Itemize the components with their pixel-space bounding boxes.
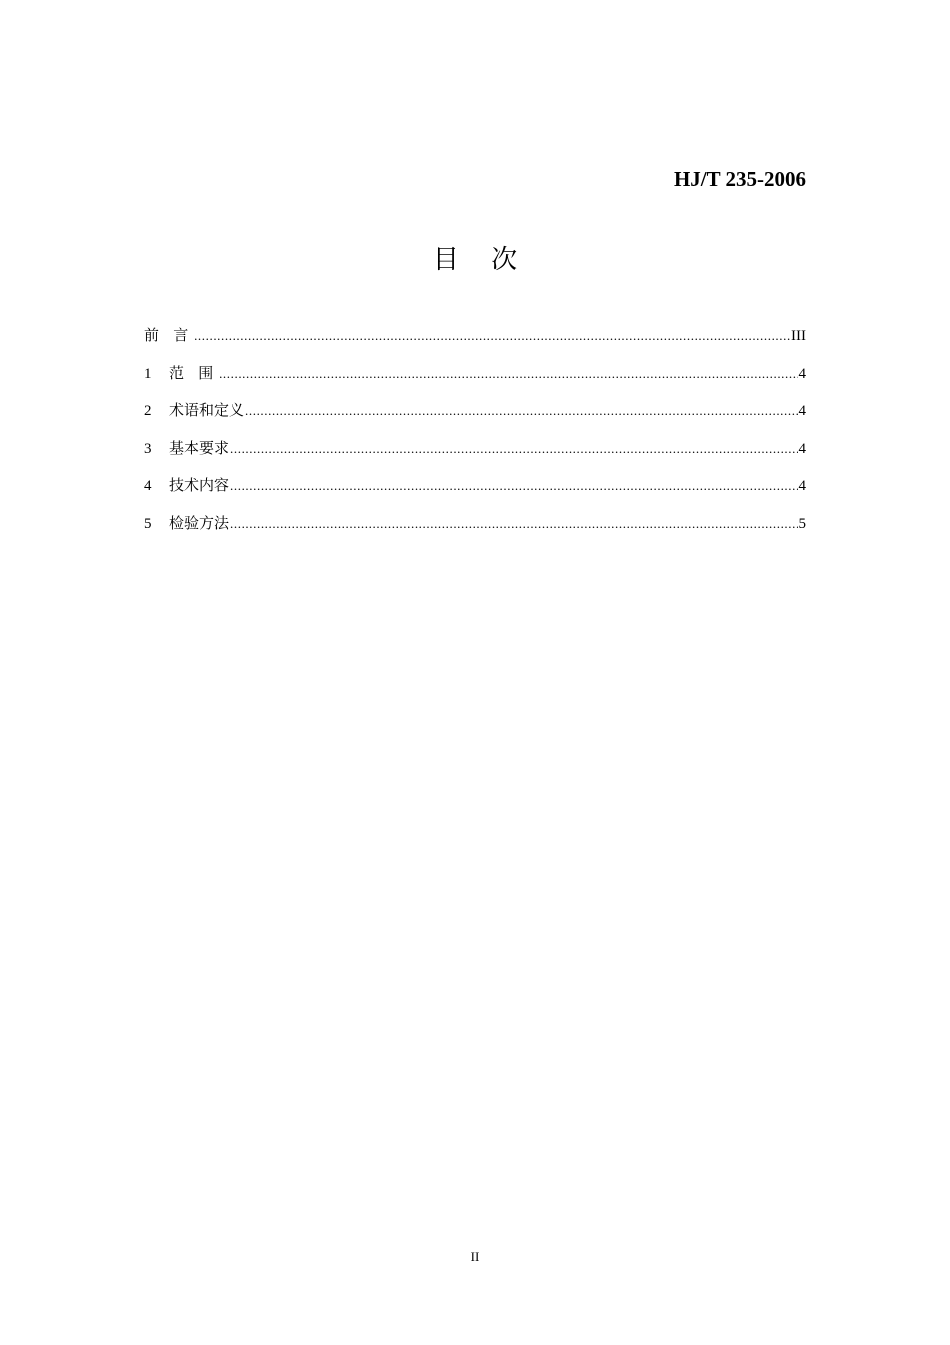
toc-entry-label: 基本要求 bbox=[169, 438, 230, 457]
toc-entry-page: III bbox=[791, 328, 806, 344]
toc-entry-label: 前 言 bbox=[144, 326, 194, 344]
toc-entry-test-methods[interactable] bbox=[144, 510, 806, 548]
toc-entry-basic-requirements[interactable] bbox=[144, 435, 806, 473]
toc-entry-page: 4 bbox=[798, 440, 806, 457]
toc-leader-dots bbox=[230, 473, 797, 499]
toc-entry-number: 2 bbox=[144, 403, 152, 419]
page-number: II bbox=[470, 1249, 480, 1264]
toc-leader-dots bbox=[245, 398, 797, 424]
toc-entry-number: 1 bbox=[144, 365, 152, 382]
toc-leader-dots bbox=[230, 511, 797, 537]
toc-entry-preface[interactable] bbox=[144, 322, 806, 360]
toc-entry-label: 术语和定义 bbox=[169, 401, 245, 419]
toc-entry-page: 4 bbox=[798, 478, 806, 494]
toc-entry-number: 3 bbox=[144, 440, 152, 457]
toc-entry-number: 5 bbox=[144, 515, 152, 532]
toc-entry-page: 4 bbox=[798, 403, 806, 419]
document-code: HJ/T 235-2006 bbox=[673, 167, 806, 191]
toc-entry-terms[interactable] bbox=[144, 397, 806, 435]
toc-leader-dots bbox=[219, 361, 797, 387]
toc-entry-label: 检验方法 bbox=[169, 513, 230, 532]
toc-leader-dots bbox=[230, 436, 797, 462]
toc-entry-label: 技术内容 bbox=[169, 476, 230, 494]
toc-title: 目 次 bbox=[432, 245, 530, 275]
toc-entry-label: 范 围 bbox=[169, 363, 219, 382]
toc-entry-page: 4 bbox=[798, 365, 806, 382]
toc-entry-technical-content[interactable] bbox=[144, 472, 806, 510]
toc-entry-scope[interactable] bbox=[144, 360, 806, 398]
toc-entry-number: 4 bbox=[144, 478, 152, 494]
toc-leader-dots bbox=[194, 323, 790, 349]
table-of-contents bbox=[144, 322, 806, 547]
toc-entry-page: 5 bbox=[798, 515, 806, 532]
